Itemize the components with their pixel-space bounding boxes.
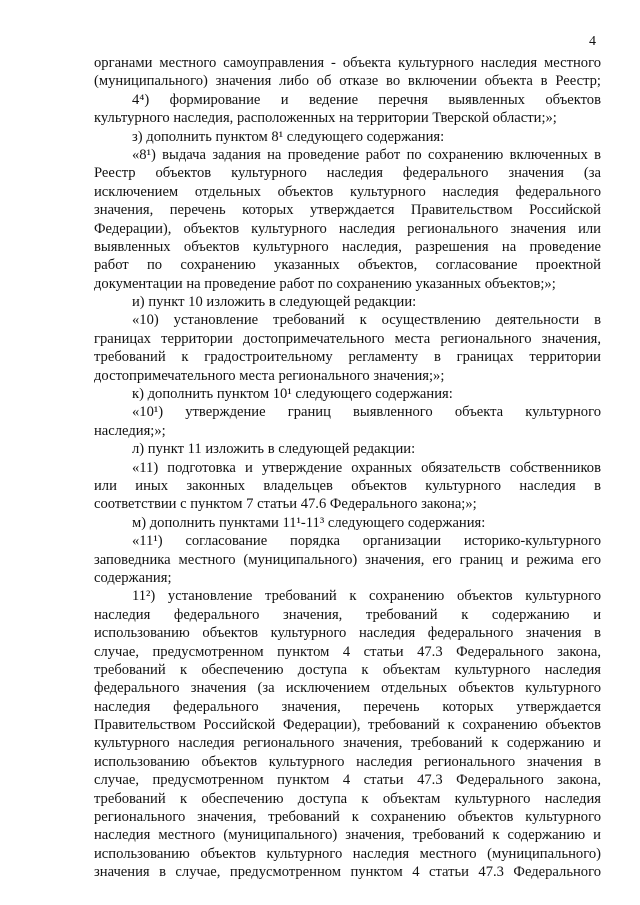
text-line: наследия федерального значения, требований к содержанию и xyxy=(94,606,601,623)
text-line: «11) подготовка и утверждение охранных обязательств собственников xyxy=(132,459,601,476)
text-line: з) дополнить пунктом 8¹ следующего содержания: xyxy=(132,128,445,145)
text-line: случае, предусмотренном пунктом 4 статьи 47.3 Федерального закона, xyxy=(94,772,601,789)
text-line: использованию объектов культурного наследия регионального значения в xyxy=(94,753,601,770)
text-line: «11¹) согласование порядка организации историко-культурного xyxy=(132,533,601,550)
text-line: культурного наследия, расположенных на территории Тверской области;»; xyxy=(94,110,557,127)
text-line: соответствии с пунктом 7 статьи 47.6 Федерального закона;»; xyxy=(94,496,477,513)
text-line: Правительством Российской Федерации), требований к сохранению объектов xyxy=(94,717,601,734)
text-line: «8¹) выдача задания на проведение работ по сохранению включенных в xyxy=(132,146,601,163)
text-line: и) пункт 10 изложить в следующей редакции: xyxy=(132,294,417,311)
text-line: выявленных объектов культурного наследия, разрешения на проведение xyxy=(94,238,601,255)
text-line: содержания; xyxy=(94,569,172,586)
text-line: к) дополнить пунктом 10¹ следующего содержания: xyxy=(132,386,453,403)
text-line: 11²) установление требований к сохранению объектов культурного xyxy=(132,588,601,605)
text-line: границах территории достопримечательного места регионального значения, xyxy=(94,330,601,347)
text-line: использованию объектов культурного наследия местного (муниципального) xyxy=(94,845,601,862)
body-text xyxy=(94,54,601,882)
text-line: органами местного самоуправления - объекта культурного наследия местного xyxy=(94,55,601,71)
text-line: требований к градостроительному регламенту в границах территории xyxy=(94,349,601,366)
text-line: наследия федерального значения, перечень которых утверждается xyxy=(94,698,601,715)
text-line: Реестр объектов культурного наследия федерального значения (за xyxy=(94,165,601,182)
text-line: культурного наследия регионального значения, требований к содержанию и xyxy=(94,735,601,752)
text-line: значения, перечень которых утверждается Правительством Российской xyxy=(94,202,601,219)
text-line: федерального значения (за исключением отдельных объектов культурного xyxy=(94,680,601,697)
text-line: «10¹) утверждение границ выявленного объекта культурного xyxy=(132,404,601,421)
text-line: (муниципального) значения либо об отказе во включении объекта в Реестр; xyxy=(94,73,601,90)
text-line: м) дополнить пунктами 11¹-11³ следующего содержания: xyxy=(132,514,486,531)
text-line: заповедника местного (муниципального) значения, его границ и режима его xyxy=(94,551,601,568)
text-line: достопримечательного места регионального значения;»; xyxy=(94,367,445,384)
text-line: «10) установление требований к осуществлению деятельности в xyxy=(132,312,601,329)
text-line: л) пункт 11 изложить в следующей редакции: xyxy=(132,441,416,458)
text-line: 4⁴) формирование и ведение перечня выявленных объектов xyxy=(132,91,601,108)
page-number: 4 xyxy=(589,34,596,49)
text-line: работ по сохранению указанных объектов, согласование проектной xyxy=(94,257,601,274)
text-line: документации на проведение работ по сохранению указанных объектов;»; xyxy=(94,275,556,292)
text-line: наследия;»; xyxy=(94,422,166,439)
text-line: Федерации), объектов культурного наследия регионального значения или xyxy=(94,220,601,237)
text-line: случае, предусмотренном пунктом 4 статьи 47.3 Федерального закона, xyxy=(94,643,601,660)
text-line: использованию объектов культурного наследия федерального значения в xyxy=(94,625,601,642)
text-line: требований к обеспечению доступа к объектам культурного наследия xyxy=(94,661,601,678)
text-line: исключением отдельных объектов культурного наследия федерального xyxy=(94,183,601,200)
text-line: или иных законных владельцев объектов культурного наследия в xyxy=(94,477,601,494)
text-line: значения в случае, предусмотренном пунктом 4 статьи 47.3 Федерального xyxy=(94,864,601,881)
text-line: наследия местного (муниципального) значения, требований к содержанию и xyxy=(94,827,601,844)
text-line: регионального значения, требований к сохранению объектов культурного xyxy=(94,809,601,826)
text-line: требований к обеспечению доступа к объектам культурного наследия xyxy=(94,790,601,807)
